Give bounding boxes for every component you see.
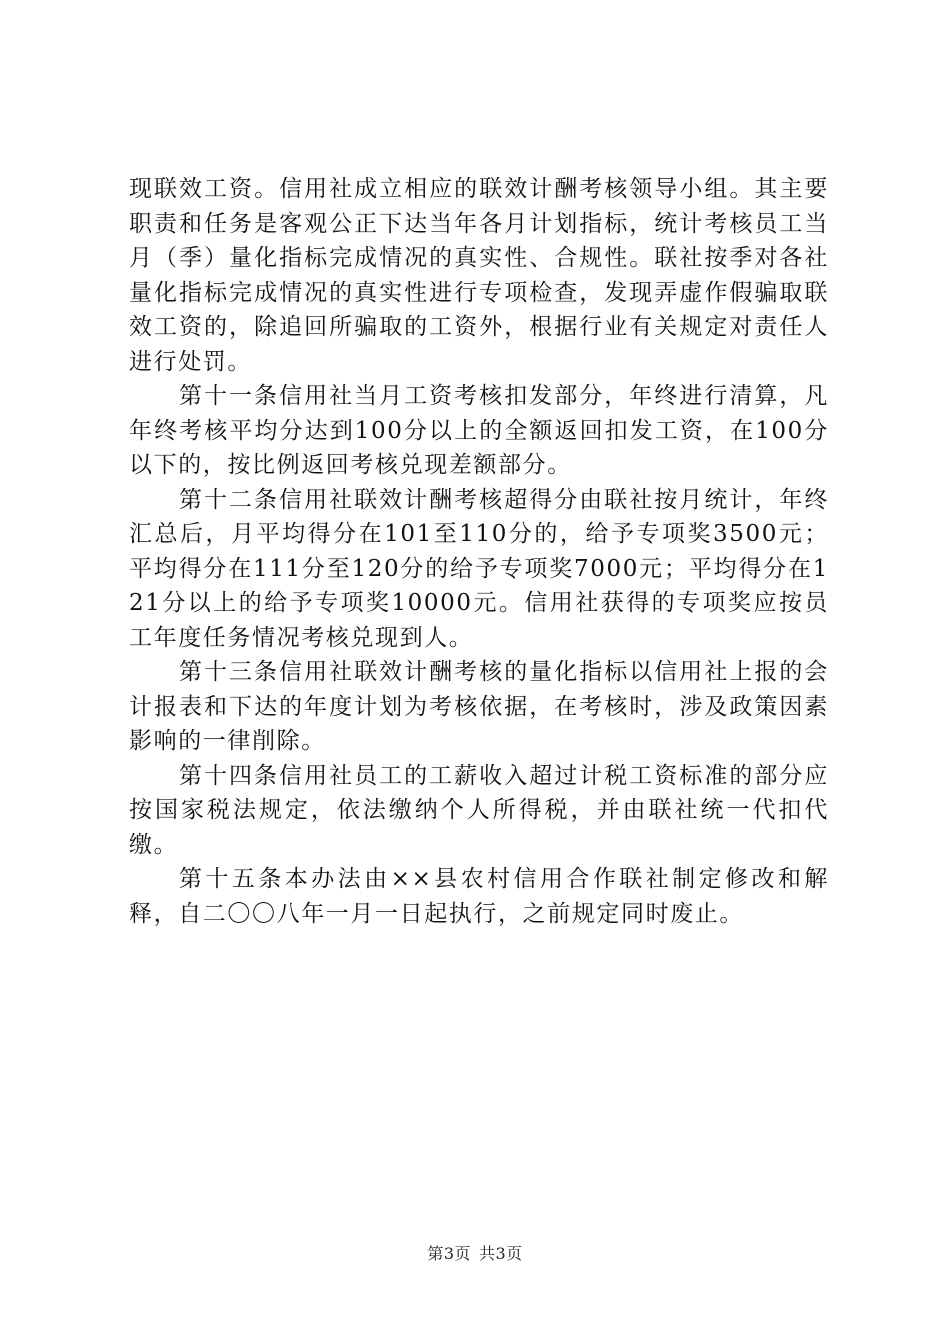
- paragraph-article-13: 第十三条信用社联效计酬考核的量化指标以信用社上报的会计报表和下达的年度计划为考核依据，在考核时，涉及政策因素影响的一律削除。: [129, 659, 829, 754]
- paragraph-continuation: 现联效工资。信用社成立相应的联效计酬考核领导小组。其主要职责和任务是客观公正下达当年各月计划指标，统计考核员工当月（季）量化指标完成情况的真实性、合规性。联社按季对各社量化指标完成情况的真实性进行专项检查，发现弄虚作假骗取联效工资的，除追回所骗取的工资外，根据行业有关规定对责任人进行处罚。: [129, 176, 829, 375]
- paragraph-article-12: 第十二条信用社联效计酬考核超得分由联社按月统计，年终汇总后，月平均得分在101至110分的，给予专项奖3500元；平均得分在111分至120分的给予专项奖7000元；平均得分在121分以上的给予专项奖10000元。信用社获得的专项奖应按员工年度任务情况考核兑现到人。: [129, 486, 829, 651]
- paragraph-article-15: 第十五条本办法由××县农村信用合作联社制定修改和解释，自二〇〇八年一月一日起执行，之前规定同时废止。: [129, 866, 829, 927]
- page-total: 共3页: [479, 1244, 523, 1263]
- paragraph-article-14: 第十四条信用社员工的工薪收入超过计税工资标准的部分应按国家税法规定，依法缴纳个人所得税，并由联社统一代扣代缴。: [129, 762, 829, 858]
- page-footer: [0, 1244, 950, 1264]
- paragraph-article-11: 第十一条信用社当月工资考核扣发部分，年终进行清算，凡年终考核平均分达到100分以上的全额返回扣发工资，在100分以下的，按比例返回考核兑现差额部分。: [129, 383, 829, 478]
- page-number: 第3页: [427, 1244, 471, 1263]
- document-body: [129, 172, 829, 931]
